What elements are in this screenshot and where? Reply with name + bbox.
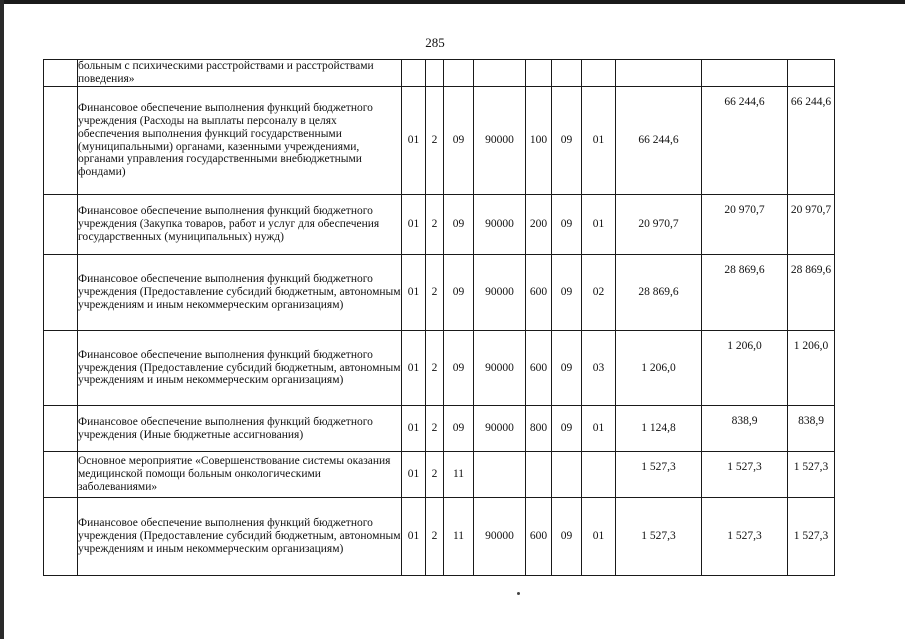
code-3: 09	[444, 255, 474, 331]
code-6	[552, 60, 582, 87]
code-3	[444, 60, 474, 87]
amount-1: 1 124,8	[616, 406, 702, 452]
row-number-cell	[44, 452, 78, 498]
code-5: 600	[526, 331, 552, 406]
amount-1: 1 527,3	[616, 452, 702, 498]
code-6: 09	[552, 255, 582, 331]
code-2: 2	[426, 195, 444, 255]
page-number: 285	[425, 35, 445, 50]
code-4	[474, 60, 526, 87]
table-row	[44, 60, 835, 87]
code-4	[474, 452, 526, 498]
code-7: 02	[582, 255, 616, 331]
code-4: 90000	[474, 195, 526, 255]
code-2: 2	[426, 498, 444, 576]
amount-1: 20 970,7	[616, 195, 702, 255]
code-7: 01	[582, 195, 616, 255]
code-2: 2	[426, 255, 444, 331]
budget-table	[43, 59, 835, 576]
row-name: Финансовое обеспечение выполнения функций бюджетного учреждения (Предоставление субсидий бюджетным, автономным учреждениям и иным некоммерческим организациям)	[78, 331, 402, 406]
row-name: Финансовое обеспечение выполнения функций бюджетного учреждения (Иные бюджетные ассигнования)	[78, 406, 402, 452]
table-row	[44, 406, 835, 452]
code-1: 01	[402, 331, 426, 406]
code-1: 01	[402, 87, 426, 195]
code-5: 200	[526, 195, 552, 255]
amount-3: 1 527,3	[788, 452, 835, 498]
row-name: Финансовое обеспечение выполнения функций бюджетного учреждения (Расходы на выплаты персоналу в целях обеспечения выполнения функций государственными (муниципальными) органами, казенными учреждениями, органами управления государственными внебюджетными фондами)	[78, 87, 402, 195]
table-row	[44, 498, 835, 576]
amount-2: 1 527,3	[702, 452, 788, 498]
code-5	[526, 452, 552, 498]
row-number-cell	[44, 87, 78, 195]
amount-2: 1 527,3	[702, 498, 788, 576]
amount-1: 28 869,6	[616, 255, 702, 331]
code-3: 09	[444, 87, 474, 195]
row-number-cell	[44, 195, 78, 255]
code-7: 01	[582, 87, 616, 195]
row-number-cell	[44, 255, 78, 331]
amount-3: 66 244,6	[788, 87, 835, 195]
row-name: Финансовое обеспечение выполнения функций бюджетного учреждения (Закупка товаров, работ и услуг для обеспечения государственных (муниципальных) нужд)	[78, 195, 402, 255]
code-5: 100	[526, 87, 552, 195]
amount-2: 838,9	[702, 406, 788, 452]
code-6: 09	[552, 498, 582, 576]
code-7	[582, 60, 616, 87]
row-number-cell	[44, 498, 78, 576]
amount-1: 1 527,3	[616, 498, 702, 576]
row-name: Основное мероприятие «Совершенствование системы оказания медицинской помощи больным онкологическими заболеваниями»	[78, 452, 402, 498]
amount-2: 20 970,7	[702, 195, 788, 255]
code-3: 09	[444, 195, 474, 255]
code-6: 09	[552, 195, 582, 255]
code-3: 09	[444, 331, 474, 406]
code-2: 2	[426, 406, 444, 452]
code-7: 01	[582, 498, 616, 576]
code-1: 01	[402, 452, 426, 498]
amount-3: 28 869,6	[788, 255, 835, 331]
row-number-cell	[44, 406, 78, 452]
code-4: 90000	[474, 255, 526, 331]
code-6: 09	[552, 331, 582, 406]
code-5	[526, 60, 552, 87]
scan-top-border	[0, 0, 905, 4]
table-row	[44, 195, 835, 255]
scan-speck	[517, 592, 520, 595]
row-number-cell	[44, 60, 78, 87]
amount-3: 1 206,0	[788, 331, 835, 406]
code-1	[402, 60, 426, 87]
row-name: Финансовое обеспечение выполнения функций бюджетного учреждения (Предоставление субсидий бюджетным, автономным учреждениям и иным некоммерческим организациям)	[78, 255, 402, 331]
scan-left-border	[0, 0, 4, 639]
code-4: 90000	[474, 498, 526, 576]
code-5: 800	[526, 406, 552, 452]
amount-3	[788, 60, 835, 87]
code-6: 09	[552, 406, 582, 452]
code-3: 09	[444, 406, 474, 452]
amount-2: 66 244,6	[702, 87, 788, 195]
code-4: 90000	[474, 331, 526, 406]
code-5: 600	[526, 255, 552, 331]
amount-3: 838,9	[788, 406, 835, 452]
code-6	[552, 452, 582, 498]
table-row	[44, 255, 835, 331]
row-number-cell	[44, 331, 78, 406]
amount-1: 1 206,0	[616, 331, 702, 406]
amount-1	[616, 60, 702, 87]
row-name: Финансовое обеспечение выполнения функций бюджетного учреждения (Предоставление субсидий бюджетным, автономным учреждениям и иным некоммерческим организациям)	[78, 498, 402, 576]
code-2	[426, 60, 444, 87]
code-2: 2	[426, 452, 444, 498]
amount-3: 1 527,3	[788, 498, 835, 576]
amount-2: 1 206,0	[702, 331, 788, 406]
code-2: 2	[426, 87, 444, 195]
code-7	[582, 452, 616, 498]
code-3: 11	[444, 452, 474, 498]
code-7: 03	[582, 331, 616, 406]
code-2: 2	[426, 331, 444, 406]
table-row	[44, 331, 835, 406]
code-5: 600	[526, 498, 552, 576]
code-4: 90000	[474, 87, 526, 195]
amount-2	[702, 60, 788, 87]
table-row	[44, 87, 835, 195]
amount-2: 28 869,6	[702, 255, 788, 331]
table-row	[44, 452, 835, 498]
code-3: 11	[444, 498, 474, 576]
row-name: больным с психическими расстройствами и расстройствами поведения»	[78, 60, 402, 87]
code-1: 01	[402, 498, 426, 576]
code-7: 01	[582, 406, 616, 452]
code-1: 01	[402, 406, 426, 452]
code-4: 90000	[474, 406, 526, 452]
code-1: 01	[402, 195, 426, 255]
code-1: 01	[402, 255, 426, 331]
amount-3: 20 970,7	[788, 195, 835, 255]
code-6: 09	[552, 87, 582, 195]
amount-1: 66 244,6	[616, 87, 702, 195]
